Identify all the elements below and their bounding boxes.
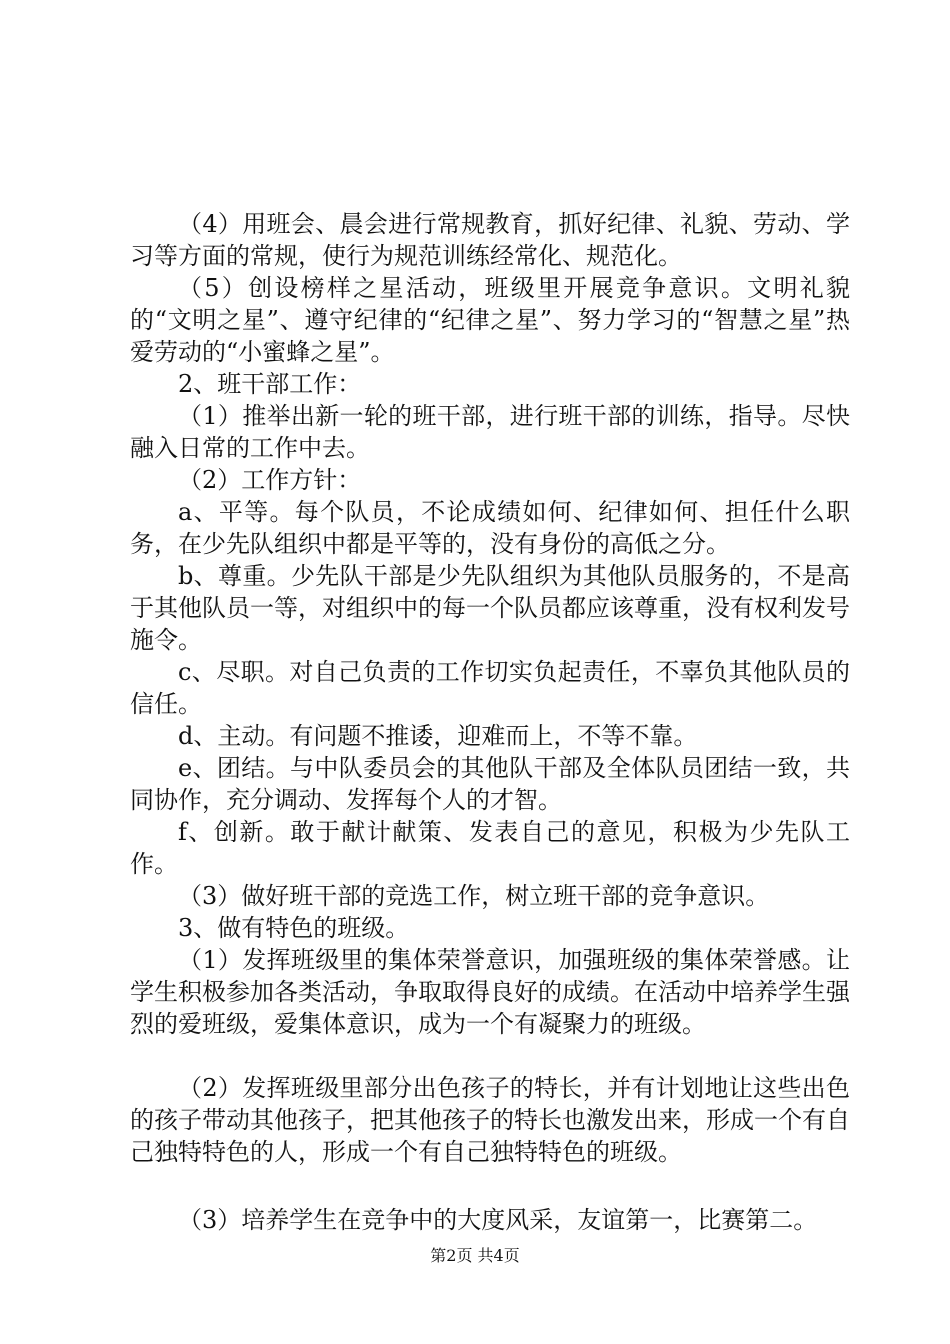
paragraph-equality: a、平等。每个队员，不论成绩如何、纪律如何、担任什么职务，在少先队组织中都是平等的，没有身份的高低之分。 [130, 498, 850, 558]
paragraph-role-model-stars: （5）创设榜样之星活动，班级里开展竞争意识。文明礼貌的“文明之星”、遵守纪律的“纪律之星”、努力学习的“智慧之星”热爱劳动的“小蜜蜂之星”。 [130, 274, 850, 366]
paragraph-respect: b、尊重。少先队干部是少先队组织为其他队员服务的，不是高于其他队员一等，对组织中的每一个队员都应该尊重，没有权利发号施令。 [130, 562, 850, 654]
paragraph-routine-education: （4）用班会、晨会进行常规教育，抓好纪律、礼貌、劳动、学习等方面的常规，使行为规范训练经常化、规范化。 [130, 210, 850, 270]
paragraph-talents: （2）发挥班级里部分出色孩子的特长，并有计划地让这些出色的孩子带动其他孩子，把其他孩子的特长也激发出来，形成一个有自己独特特色的人，形成一个有自己独特特色的班级。 [130, 1074, 850, 1166]
paragraph-duty: c、尽职。对自己负责的工作切实负起责任，不辜负其他队员的信任。 [130, 658, 850, 718]
paragraph-initiative: d、主动。有问题不推诿，迎难而上，不等不靠。 [178, 722, 698, 750]
paragraph-collective-honor: （1）发挥班级里的集体荣誉意识，加强班级的集体荣誉感。让学生积极参加各类活动，争取取得良好的成绩。在活动中培养学生强烈的爱班级，爱集体意识，成为一个有凝聚力的班级。 [130, 946, 850, 1038]
paragraph-cadre-election: （3）做好班干部的竞选工作，树立班干部的竞争意识。 [178, 882, 770, 910]
heading-class-cadre-work: 2、班干部工作： [178, 370, 362, 398]
paragraph-elect-cadres: （1）推举出新一轮的班干部，进行班干部的训练，指导。尽快融入日常的工作中去。 [130, 402, 850, 462]
paragraph-sportsmanship: （3）培养学生在竞争中的大度风采，友谊第一，比赛第二。 [178, 1206, 818, 1234]
page-number-footer: 第2页 共4页 [430, 1246, 520, 1265]
document-body [130, 208, 850, 1236]
heading-distinctive-class: 3、做有特色的班级。 [178, 914, 410, 942]
heading-work-policy: （2）工作方针： [178, 466, 362, 494]
paragraph-innovation: f、创新。敢于献计献策、发表自己的意见，积极为少先队工作。 [130, 818, 850, 878]
paragraph-unity: e、团结。与中队委员会的其他队干部及全体队员团结一致，共同协作，充分调动、发挥每个人的才智。 [130, 754, 850, 814]
